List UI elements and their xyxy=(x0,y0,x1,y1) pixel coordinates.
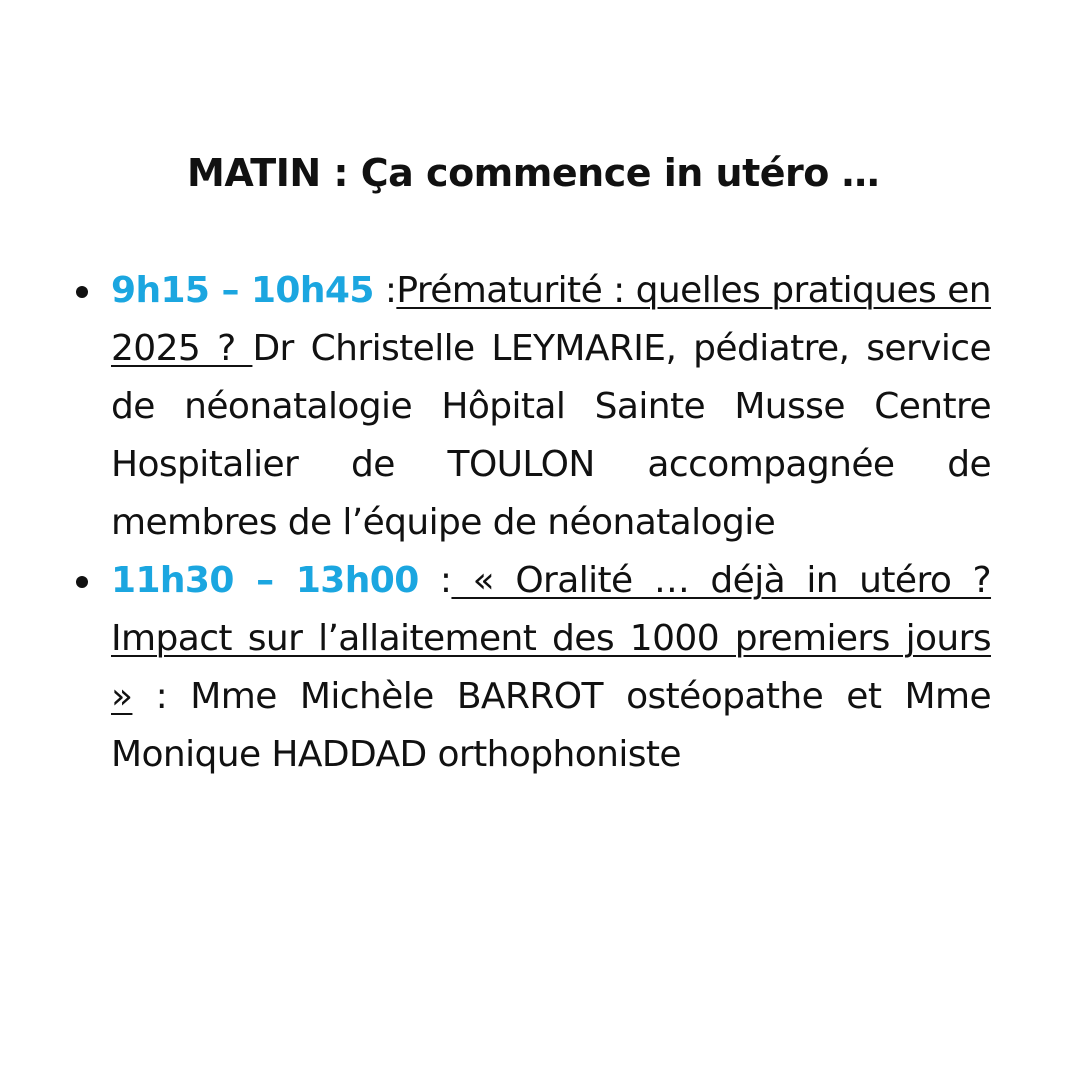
session-separator: : xyxy=(373,270,397,311)
session-speakers: Dr Christelle LEYMARIE, pédiatre, service de néonatalogie Hôpital Sainte Musse Centre Hospitalier de TOULON accompagnée de membres de l’équipe de néonatalogie xyxy=(111,328,991,543)
bullet-icon xyxy=(76,576,88,588)
session-item-prematurite xyxy=(111,262,991,552)
session-time: 11h30 – 13h00 xyxy=(111,560,419,601)
session-item-oralite xyxy=(111,552,991,784)
program-list xyxy=(111,262,991,784)
bullet-icon xyxy=(76,286,88,298)
session-talk-title: Prématurité : quelles pratiques en 2025 ? xyxy=(111,270,991,369)
session-speakers: : Mme Michèle BARROT ostéopathe et Mme Monique HADDAD orthophoniste xyxy=(111,676,991,775)
session-separator: : xyxy=(418,560,452,601)
session-time: 9h15 – 10h45 xyxy=(111,270,374,311)
page-title: MATIN : Ça commence in utéro … xyxy=(187,151,880,195)
session-talk-title: « Oralité … déjà in utéro ? Impact sur l’allaitement des 1000 premiers jours » xyxy=(111,560,992,717)
